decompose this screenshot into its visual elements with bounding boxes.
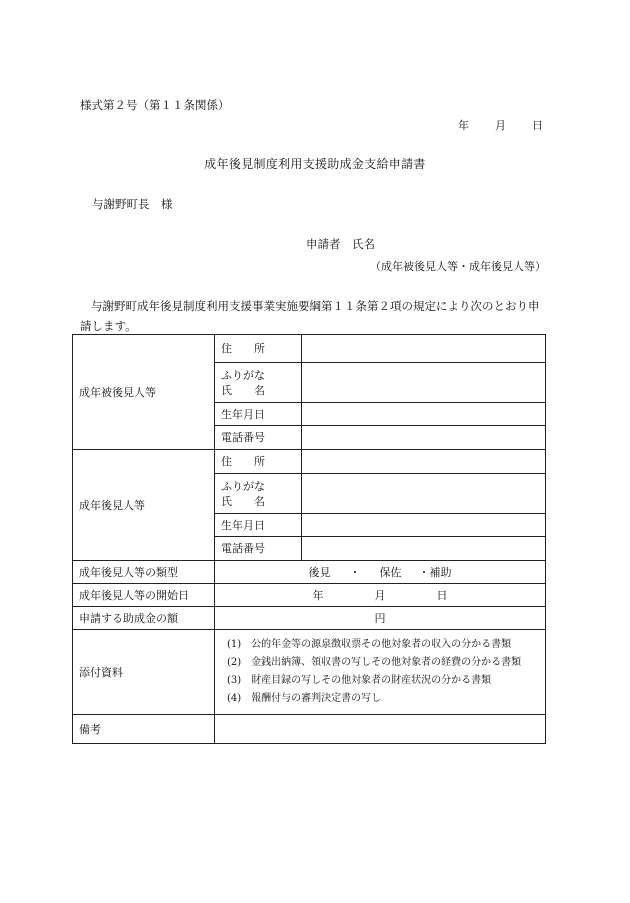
guardian-furigana-label: ふりがな — [221, 479, 265, 493]
amount-label: 申請する助成金の額 — [73, 607, 215, 630]
ward-phone-label: 電話番号 — [215, 426, 302, 450]
guardian-birthdate-field[interactable] — [302, 514, 546, 537]
ward-name-label — [215, 363, 302, 403]
date-line — [458, 117, 543, 133]
type-separator: ・ — [349, 565, 361, 579]
start-date-field[interactable] — [215, 584, 546, 607]
guardian-section-label: 成年後見人等 — [73, 450, 215, 561]
document-title: 成年後見制度利用支援助成金支給申請書 — [204, 157, 426, 171]
date-month: 月 — [495, 119, 506, 132]
type-options[interactable] — [215, 561, 546, 584]
ward-birthdate-label: 生年月日 — [215, 403, 302, 426]
date-day: 日 — [532, 119, 543, 132]
type-option-kouken[interactable]: 後見 — [308, 565, 331, 579]
type-label: 成年後見人等の類型 — [73, 561, 215, 584]
remarks-label: 備考 — [73, 715, 215, 744]
type-option-hojo[interactable]: ・補助 — [418, 565, 452, 579]
guardian-address-field[interactable] — [302, 450, 546, 474]
ward-shimei-label: 氏 名 — [221, 383, 265, 397]
attachments-list — [215, 630, 546, 715]
amount-field[interactable] — [215, 607, 546, 630]
ward-birthdate-field[interactable] — [302, 403, 546, 426]
ward-section-label: 成年被後見人等 — [73, 335, 215, 450]
amount-unit: 円 — [374, 611, 386, 625]
attachment-item-4: (4) 報酬付与の審判決定書の写し — [227, 693, 382, 704]
guardian-phone-field[interactable] — [302, 537, 546, 561]
body-text: 与謝野町成年後見制度利用支援事業実施要綱第１１条第２項の規定により次のとおり申請します。 — [80, 299, 540, 333]
attachment-item-2: (2) 金銭出納簿、領収書の写しその他対象者の経費の分かる書類 — [227, 657, 522, 668]
guardian-name-label — [215, 474, 302, 514]
guardian-name-field[interactable] — [302, 474, 546, 514]
guardian-birthdate-label: 生年月日 — [215, 514, 302, 537]
application-table — [72, 334, 546, 744]
start-day: 日 — [436, 588, 448, 602]
applicant-name-label: 申請者 氏名 — [306, 237, 375, 251]
applicant-note: （成年被後見人等・成年後見人等） — [370, 260, 546, 273]
ward-address-label: 住 所 — [215, 335, 302, 363]
ward-furigana-label: ふりがな — [221, 368, 265, 382]
guardian-shimei-label: 氏 名 — [221, 494, 265, 508]
form-number: 様式第２号（第１１条関係） — [80, 98, 230, 112]
start-year: 年 — [312, 588, 324, 602]
guardian-address-label: 住 所 — [215, 450, 302, 474]
remarks-field[interactable] — [215, 715, 546, 744]
attachment-item-1: (1) 公的年金等の源泉徴収票その他対象者の収入の分かる書類 — [227, 639, 512, 650]
start-date-label: 成年後見人等の開始日 — [73, 584, 215, 607]
start-month: 月 — [374, 588, 386, 602]
ward-name-field[interactable] — [302, 363, 546, 403]
guardian-phone-label: 電話番号 — [215, 537, 302, 561]
attachments-label: 添付資料 — [73, 630, 215, 715]
addressee: 与謝野町長 様 — [92, 197, 173, 211]
attachment-item-3: (3) 財産目録の写しその他対象者の財産状況の分かる書類 — [227, 675, 492, 686]
ward-address-field[interactable] — [302, 335, 546, 363]
type-option-hosa[interactable]: 保佐 — [379, 565, 402, 579]
date-year: 年 — [458, 119, 469, 132]
ward-phone-field[interactable] — [302, 426, 546, 450]
